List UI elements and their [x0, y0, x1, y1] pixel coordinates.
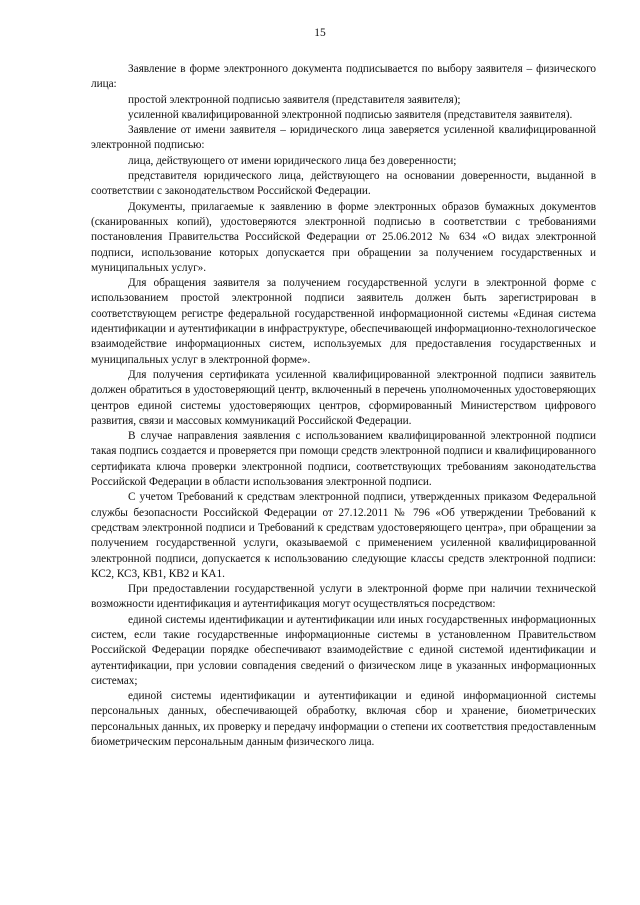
paragraph: единой системы идентификации и аутентификации и единой информационной системы персональных данных, обеспечивающей обработку, включая сбор и хранение, биометрических персональных данных, их проверку и передачу информации о степени их соответствия предоставленным биометрическим персональным данным физического лица.	[91, 690, 596, 749]
paragraph: единой системы идентификации и аутентификации или иных государственных информационных систем, если такие государственные информационные системы в установленном Правительством Российской Федерации порядке обеспечивают взаимодействие с единой системой идентификации и аутентификации, при условии совпадения сведений о физическом лице в указанных информационных системах;	[91, 613, 596, 687]
paragraph: В случае направления заявления с использованием квалифицированной электронной подписи такая подпись создается и проверяется при помощи средств электронной подписи и квалифицированного сертификата ключа проверки электронной подписи, соответствующих требованиям законодательства Российской Федерации в области использования электронной подписи.	[91, 430, 596, 489]
paragraph: С учетом Требований к средствам электронной подписи, утвержденных приказом Федеральной службы безопасности Российской Федерации от 27.12.2011 № 796 «Об утверждении Требований к средствам электронной подписи и Требований к средствам удостоверяющего центра», при обращении за получением государственной услуги, оказываемой с применением усиленной квалифицированной электронной подписи, допускается к использованию следующие классы средств электронной подписи: КС2, КС3, КВ1, КВ2 и КА1.	[91, 491, 596, 580]
paragraph: Заявление в форме электронного документа подписывается по выбору заявителя – физического лица:	[91, 63, 596, 91]
paragraph: усиленной квалифицированной электронной подписью заявителя (представителя заявителя).	[128, 108, 573, 121]
paragraph: Для получения сертификата усиленной квалифицированной электронной подписи заявитель должен обратиться в удостоверяющий центр, включенный в перечень уполномоченных удостоверяющих центров единой системы удостоверяющих центров, сформированный Министерством цифрового развития, связи и массовых коммуникаций Российской Федерации.	[91, 368, 596, 427]
paragraph: Заявление от имени заявителя – юридического лица заверяется усиленной квалифицированной электронной подписью:	[91, 124, 596, 152]
paragraph: При предоставлении государственной услуги в электронной форме при наличии технической возможности идентификация и аутентификация могут осуществляться посредством:	[91, 583, 596, 611]
paragraph: представителя юридического лица, действующего на основании доверенности, выданной в соответствии с законодательством Российской Федерации.	[91, 170, 596, 198]
paragraph: простой электронной подписью заявителя (представителя заявителя);	[128, 93, 461, 106]
paragraph: лица, действующего от имени юридического лица без доверенности;	[128, 154, 457, 167]
page-body	[91, 62, 596, 750]
paragraph: Документы, прилагаемые к заявлению в форме электронных образов бумажных документов (сканированных копий), удостоверяются электронной подписью в соответствии с требованиями постановления Правительства Российской Федерации от 25.06.2012 № 634 «О видах электронной подписи, использование которых допускается при обращении за получением государственных и муниципальных услуг».	[91, 200, 596, 274]
paragraph: Для обращения заявителя за получением государственной услуги в электронной форме с использованием простой электронной подписи заявитель должен быть зарегистрирован в соответствующем регистре федеральной государственной информационной системы «Единая система идентификации и аутентификации в инфраструктуре, обеспечивающей информационно-технологическое взаимодействие информационных систем, используемых для предоставления государственных и муниципальных услуг в электронной форме».	[91, 277, 596, 366]
page-number: 15	[314, 27, 326, 39]
